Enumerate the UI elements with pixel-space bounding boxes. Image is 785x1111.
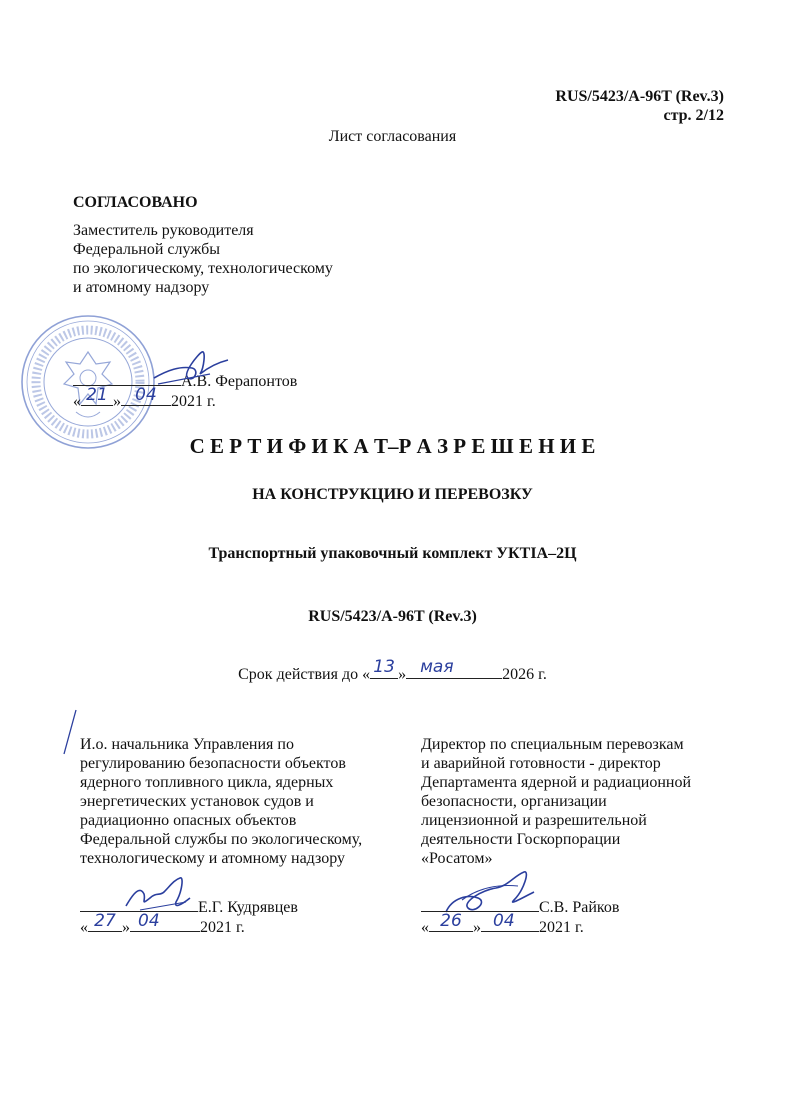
date-month-field: [481, 911, 539, 932]
approval-signature: [150, 348, 230, 392]
date-month-handwritten: 04: [138, 911, 160, 931]
approval-position-line: и атомному надзору: [73, 279, 210, 296]
validity-prefix: Срок действия до «: [238, 666, 371, 683]
package-name: Транспортный упаковочный комплект УКТIA–2Ц: [208, 545, 577, 562]
approval-position-line: по экологическому, технологическому: [73, 260, 333, 277]
date-month-handwritten: 04: [493, 911, 515, 931]
certificate-subtitle: НА КОНСТРУКЦИЮ И ПЕРЕВОЗКУ: [252, 486, 533, 503]
date-day-handwritten: 26: [440, 911, 462, 931]
validity-day-field: [370, 657, 398, 679]
date-quote-close: »: [473, 919, 481, 936]
date-month-field: [130, 911, 200, 932]
date-year: 2021 г.: [539, 919, 584, 936]
left-signer-name: Е.Г. Кудрявцев: [198, 899, 298, 916]
right-position-line: Департамента ядерной и радиационной: [421, 774, 692, 791]
date-quote-open: «: [73, 393, 81, 410]
right-position-line: безопасности, организации: [421, 793, 607, 810]
date-month-handwritten: 04: [135, 385, 157, 405]
right-position-line: деятельности Госкорпорации: [421, 831, 621, 848]
left-position-line: регулированию безопасности объектов: [80, 755, 346, 772]
date-quote-open: «: [421, 919, 429, 936]
date-year: 2021 г.: [171, 393, 216, 410]
left-position-line: энергетических установок судов и: [80, 793, 314, 810]
date-day-field: [81, 385, 113, 406]
page-number: стр. 2/12: [663, 107, 724, 124]
left-position-line: Федеральной службы по экологическому,: [80, 831, 363, 848]
signature-blank: [421, 897, 539, 912]
date-day-handwritten: 27: [94, 911, 116, 931]
date-day-field: [429, 911, 473, 932]
approval-signer-name: А.В. Ферапонтов: [181, 373, 298, 390]
left-position-line: И.о. начальника Управления по: [80, 736, 294, 753]
left-position-line: ядерного топливного цикла, ядерных: [80, 774, 334, 791]
margin-check-mark: [60, 708, 80, 758]
signature-blank: [80, 897, 198, 912]
validity-year: 2026 г.: [502, 666, 547, 683]
approval-heading: СОГЛАСОВАНО: [73, 194, 198, 211]
sheet-title: Лист согласования: [328, 128, 457, 145]
validity-row: [0, 657, 785, 684]
date-quote-close: »: [122, 919, 130, 936]
approval-position-line: Федеральной службы: [73, 241, 221, 258]
right-position-line: «Росатом»: [421, 850, 493, 867]
left-position-line: радиационно опасных объектов: [80, 812, 297, 829]
date-day-handwritten: 21: [86, 385, 108, 405]
certificate-title: С Е Р Т И Ф И К А Т–Р А З Р Е Ш Е Н И Е: [189, 434, 596, 458]
validity-month-handwritten: мая: [420, 657, 454, 677]
right-date-row: [421, 911, 584, 937]
date-year: 2021 г.: [200, 919, 245, 936]
validity-month-field: [406, 657, 502, 679]
right-signer-name: С.В. Райков: [539, 899, 620, 916]
document-number-header: RUS/5423/A-96T (Rev.3): [555, 88, 724, 105]
certificate-number: RUS/5423/A-96T (Rev.3): [308, 608, 477, 625]
validity-quote-close: »: [398, 666, 407, 683]
date-quote-close: »: [113, 393, 121, 410]
approval-position-line: Заместитель руководителя: [73, 222, 254, 239]
right-position-line: Директор по специальным перевозкам: [421, 736, 684, 753]
date-month-field: [121, 385, 171, 406]
left-date-row: [80, 911, 245, 937]
date-day-field: [88, 911, 122, 932]
approval-date-row: [73, 385, 216, 411]
validity-day-handwritten: 13: [373, 657, 395, 677]
right-position-line: и аварийной готовности - директор: [421, 755, 661, 772]
left-position-line: технологическому и атомному надзору: [80, 850, 346, 867]
date-quote-open: «: [80, 919, 88, 936]
right-position-line: лицензионной и разрешительной: [421, 812, 647, 829]
